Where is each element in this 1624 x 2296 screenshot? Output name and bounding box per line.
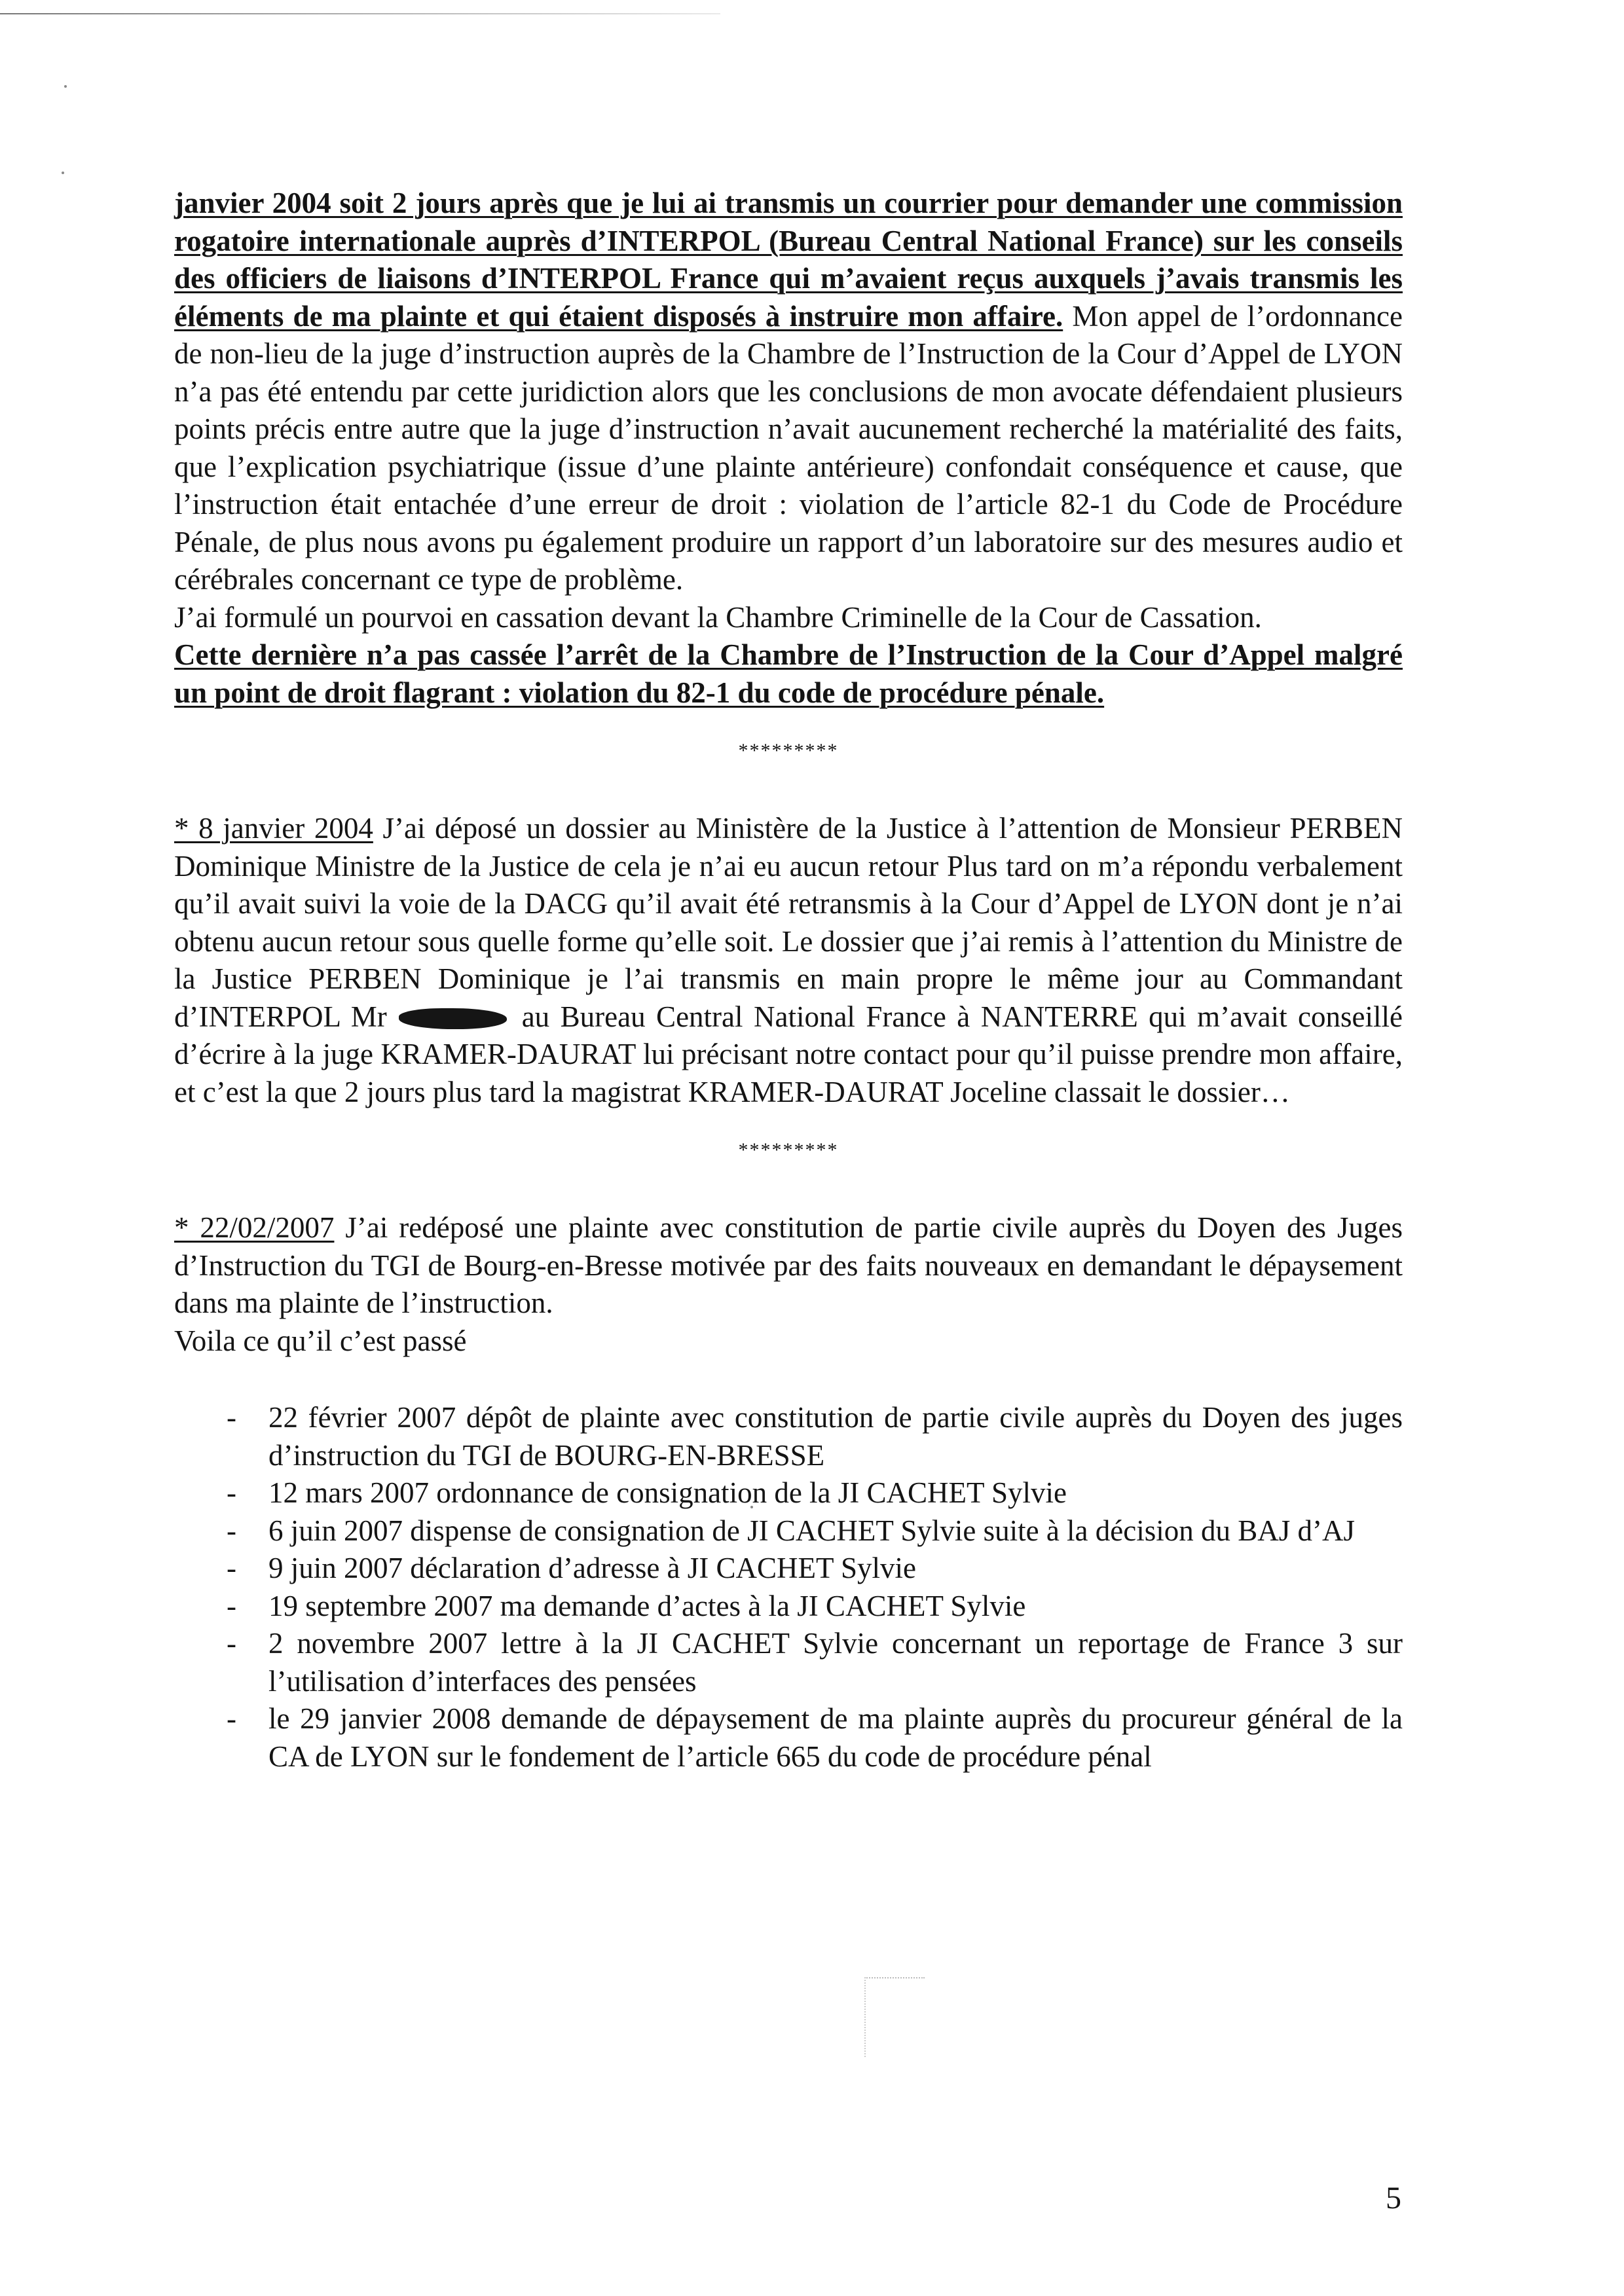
paragraph-new-complaint xyxy=(174,1209,1403,1322)
list-item-text: le 29 janvier 2008 demande de dépaysement de ma plainte auprès du procureur général de la CA de LYON sur le fondement de l’article 665 du code de procédure pénal xyxy=(268,1702,1403,1773)
list-item-text: 22 février 2007 dépôt de plainte avec constitution de partie civile auprès du Doyen des juges d’instruction du TGI de BOURG-EN-BRESSE xyxy=(268,1401,1403,1472)
page-number: 5 xyxy=(1386,2181,1401,2215)
paragraph-text: Mon appel de l’ordonnance de non-lieu de la juge d’instruction auprès de la Chambre de l’Instruction de la Cour d’Appel de LYON n’a pas été entendu par cette juridiction alors que les conclusions de mon avocate défendaient plusieurs points précis entre autre que la juge d’instruction n’avait aucunement recherché la matérialité des faits, que l’explication psychiatrique (issue d’une plainte antérieure) confondait conséquence et cause, que l’instruction était entachée d’une erreur de droit : violation de l’article 82-1 du Code de Procédure Pénale, de plus nous avons pu également produire un rapport d’un laboratoire sur des mesures audio et cérébrales concernant ce type de problème. xyxy=(174,299,1403,596)
paragraph-appeal xyxy=(174,185,1403,599)
scan-artifact xyxy=(864,1977,925,2057)
separator: ********* xyxy=(738,740,839,761)
list-item xyxy=(174,1399,1403,1474)
paragraph-intro-list: Voila ce qu’il c’est passé xyxy=(174,1324,467,1357)
list-item xyxy=(174,1588,1403,1626)
list-item-text: 9 juin 2007 déclaration d’adresse à JI CACHET Sylvie xyxy=(268,1552,916,1584)
list-item-text: 6 juin 2007 dispense de consignation de JI CACHET Sylvie suite à la décision du BAJ d’AJ xyxy=(268,1514,1356,1547)
list-item-text: 2 novembre 2007 lettre à la JI CACHET Sylvie concernant un reportage de France 3 sur l’utilisation d’interfaces des pensées xyxy=(268,1627,1403,1698)
paragraph-text: J’ai déposé un dossier au Ministère de la Justice à l’attention de Monsieur PERBEN Dominique Ministre de la Justice de cela je n’ai eu aucun retour Plus tard on m’a répondu verbalement qu’il avait suivi la voie de la DACG qu’il avait été retransmis à la Cour d’Appel de LYON dont je n’ai obtenu aucun retour sous quelle forme qu’elle soit. Le dossier que j’ai remis à l’attention du Ministre de la Justice PERBEN Dominique je l’ai transmis en main propre le même jour au Commandant d’INTERPOL Mr xyxy=(174,812,1403,1033)
list-item xyxy=(174,1474,1403,1512)
event-list xyxy=(174,1399,1403,1776)
bullet-dash: - xyxy=(227,1514,236,1547)
bullet-dash: - xyxy=(227,1627,236,1660)
entry-date: * 22/02/2007 xyxy=(174,1211,335,1244)
list-item xyxy=(174,1550,1403,1588)
separator: ********* xyxy=(738,1139,839,1161)
bullet-dash: - xyxy=(227,1552,236,1584)
list-item-text: 19 septembre 2007 ma demande d’actes à la JI CACHET Sylvie xyxy=(268,1589,1026,1622)
list-item-text: 12 mars 2007 ordonnance de consignation de la JI CACHET Sylvie xyxy=(268,1476,1067,1509)
bullet-dash: - xyxy=(227,1476,236,1509)
paragraph-text: au Bureau Central National France à NANTERRE qui m’avait conseillé d’écrire à la juge KRAMER-DAURAT lui précisant notre contact pour qu’il puisse prendre mon affaire, et c’est la que 2 jours plus tard la magistrat KRAMER-DAURAT Joceline classait le dossier… xyxy=(174,1000,1403,1108)
scan-speck xyxy=(62,172,64,174)
paragraph-cassation-result: Cette dernière n’a pas cassée l’arrêt de la Chambre de l’Instruction de la Cour d’Appel malgré un point de droit flagrant : violation du 82-1 du code de procédure pénale. xyxy=(174,638,1403,709)
bold-underlined-text: janvier 2004 soit 2 jours après que je lui ai transmis un courrier pour demander une commission rogatoire internationale auprès d’INTERPOL (Bureau Central National France) sur les conseils des officiers de liaisons d’INTERPOL France qui m’avaient reçus auxquels j’avais transmis les éléments de ma plainte et qui étaient disposés à instruire mon affaire. xyxy=(174,187,1403,333)
paragraph-cassation: J’ai formulé un pourvoi en cassation devant la Chambre Criminelle de la Cour de Cassation. xyxy=(174,600,1262,634)
document-page xyxy=(174,185,1403,1776)
paragraph-ministry xyxy=(174,810,1403,1111)
list-item xyxy=(174,1625,1403,1700)
scan-edge-line xyxy=(0,13,720,14)
bullet-dash: - xyxy=(227,1589,236,1622)
paragraph-text: J’ai redéposé une plainte avec constitution de partie civile auprès du Doyen des Juges d’Instruction du TGI de Bourg-en-Bresse motivée par des faits nouveaux en demandant le dépaysement dans ma plainte de l’instruction. xyxy=(174,1211,1403,1319)
list-item xyxy=(174,1512,1403,1550)
bullet-dash: - xyxy=(227,1702,236,1735)
entry-date: * 8 janvier 2004 xyxy=(174,812,373,845)
bullet-dash: - xyxy=(227,1401,236,1434)
list-item xyxy=(174,1700,1403,1776)
scan-speck xyxy=(64,85,67,88)
redaction-mark xyxy=(399,1008,507,1029)
